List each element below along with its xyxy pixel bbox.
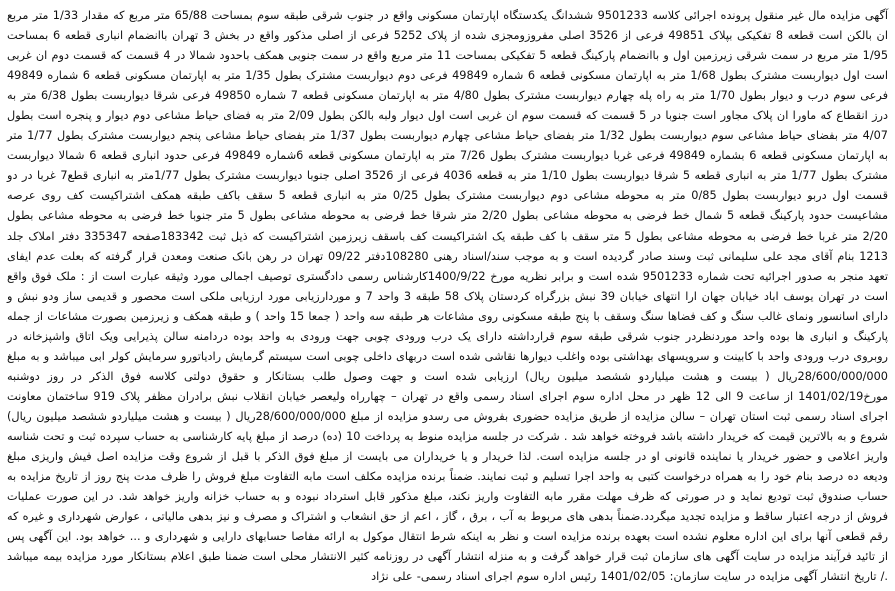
auction-notice-text: آگهی مزایده مال غیر منقول پرونده اجرائی کلاسه 9501233 ششدانگ یکدستگاه اپارتمان مسکونی واقع در جنوب شرقی طبقه سوم بمساحت 65/88 متر مربع که مقدار 1/33 متر مربع ان بالکن است قطعه 8 تفکیکی بپلاک 49851 فرعی از 3526 اصلی مفروزومجزی شده از پلاک 5252 فرعی از اصلی مذکور واقع در بخش 3 تهران باانضمام انباری قطعه 6 بمساحت 1/95 متر مربع در سمت شرقی زیرزمین اول و باانضمام پارکینگ قطعه 5 تفکیکی بمساحت 11 متر مربع واقع در سمت جنوبی همکف باحدود شمالا در 4 قسمت که قسمت دوم ان غربی است اول دیواربست مشترک بطول 1/68 متر به اپارتمان مسکونی قطعه 6 شماره 49849 فرعی دوم دیواربست مشترک بطول 1/35 متر به اپارتمان مسکونی قطعه 6 شماره 49849 فرعی سوم درب و دیوار بطول 1/70 متر به راه پله چهارم دیواربست مشترک بطول 4/80 متر به اپارتمان مسکونی قطعه 7 شماره 49850 فرعی شرقا دیواربست بطول 6/38 متر به درز انقطاع که ماورا ان پلاک مجاور است جنوبا در 5 قسمت که قسمت سوم ان غربی است اول دیوار ولبه بالکن بطول 2/09 متر به فضای حیاط مشاعی دوم دیوار و پنجره است بطول 4/07 متر بفضای حیاط مشاعی سوم دیواربست بطول 1/32 متر بفضای حیاط مشاعی چهارم دیواربست بطول 1/37 متر بفضای حیاط مشاعی پنجم دیواربست مشترک بطول 1/77 متر به اپارتمان مسکونی قطعه 6 بشماره 49849 فرعی غربا دیواربست مشترک بطول 7/26 متر به اپارتمان مسکونی قطعه 6شماره 49849 فرعی حدود انباری قطعه 6 شمالا دیواربست مشترک بطول 1/77 متر به انباری قطعه 5 شرقا دیواربست بطول 1/10 متر به قطعه 4036 فرعی از 3526 اصلی جنوبا دیواربست مشترک بطول 1/77متر به انباری قطع7 غربا در دو قسمت اول دربو دیواربست بطول 0/85 متر به محوطه مشاعی دوم دیواربست مشترک بطول 0/25 متر به انباری قطعه 5 سقف باکف طبقه همکف اشتراکیست کف روی عرصه مشاعیست حدود پارکینگ قطعه 5 شمال خط فرضی به محوطه مشاعی بطول 2/20 متر شرقا خط فرضی به محوطه مشاعی بطول 5 متر جنوبا خط فرضی به محوطه مشاعی بطول 2/20 متر غربا خط فرضی به محوطه مشاعی بطول 5 متر سقف با کف طبقه یک اشتراکیست کف باسقف زیرزمین اشتراکیست که ذیل ثبت 183342صفحه 335347 دفتر املاک جلد 1213 بنام آقای مجد علی سلیمانی ثبت وسند صادر گردیده است و به موجب سند/اسناد رهنی 108280دفتر 09/22 تهران در رهن بانک صنعت ومعدن قرار گرفته که بعلت عدم ایفای تعهد منجر به صدور اجرائیه تحت شماره 9501233 شده است و برابر نظریه مورخ 1400/9/22کارشناس رسمی دادگستری توصیف اجمالی مورد وثیقه عبارت است از : ملک فوق واقع است در تهران یوسف اباد خیابان جهان ارا انتهای خیابان 39 نبش بزرگراه کردستان پلاک 58 طبقه 3 واحد 7 و موردارزیابی مورد ارزیابی ملکی است محصور و قدیمی ساز ودو نبش و دارای اسانسور ونمای غالب سنگ و کف فضاها سنگ وسقف با پنج طبقه مسکونی روی مشاعات هر طبقه سه واحد ( جمعا 15 واحد ) و طبقه همکف و زیرزمین بصورت مشاعات از جمله پارکینگ و انباری ها بوده واحد موردنظردر جنوب شرقی طبقه سوم قرارداشته دارای یک درب ورودی چوبی جهت ورودی به واحد بوده دردامنه سالن پذیرایی ویک اتاق واشپزخانه در روبروی درب ورودی واحد با کابینت و سرویسهای بهداشتی بوده واغلب دیوارها نقاشی شده است دربهای داخلی چوبی است سیستم گرمایش رادیاتورو سرمایش کولر ابی میباشد و به مبلغ 28/600/000/000ریال ( بیست و هشت میلیاردو ششصد میلیون ریال) ارزیابی شده است و جهت وصول طلب بستانکار و حقوق دولتی کلاسه فوق الذکر در روز دوشنبه مورخ1401/02/19 از ساعت 9 الی 12 ظهر در محل اداره سوم اجرای اسناد رسمی واقع در تهران – چهارراه ولیعصر خیابان انقلاب نبش برادران مظفر پلاک 919 ساختمان معاونت اجرای اسناد رسمی ثبت استان تهران – سالن مزایده از طریق مزایده حضوری بفروش می رسدو مزایده از مبلغ 28/600/000/000ریال ( بیست و هشت میلیاردو ششصد میلیون ریال) شروع و به بالاترین قیمت که خریدار داشته باشد فروخته خواهد شد . شرکت در جلسه مزایده منوط به پرداخت 10 (ده) درصد از مبلغ پایه کارشناسی به حساب سپرده ثبت و تحت شناسه واریز اعلامی و حضور خریدار یا نماینده قانونی او در جلسه مزایده است. لذا خریدار و یا خریداران می بایست از مبلغ فوق الذکر با قبل از شروع وقت مزایده اصل فیش واریزی مبلغ ودیعه ده درصد بنام خود را به همراه درخواست کتبی به واحد اجرا تسلیم و ثبت نمایند. ضمناً برنده مزایده مکلف است مابه التفاوت مبلغ فروش را ظرف مدت پنج روز از تاریخ مزایده به حساب صندوق ثبت تودیع نماید و در صورتی که ظرف مهلت مقرر مابه التفاوت واریز نکند، مبلغ مذکور قابل استرداد نبوده و به حساب خزانه واریز خواهد شد. در این صورت عملیات فروش از درجه اعتبار ساقط و مزایده تجدید میگردد.ضمناً بدهی های مربوط به آب ، برق ، گاز ، اعم از حق انشعاب و اشتراک و مصرف و نیز بدهی مالیاتی ، عوارض شهرداری و غیره که رقم قطعی آنها برای این اداره معلوم نشده است بعهده برنده مزایده است و نظر به اینکه شرط انتقال موکول به ارائه مفاصا حسابهای دارایی و شهرداری و ... خواهد بود. این آگهی پس از تائید فرآیند مزایده در سایت آگهی های سازمان ثبت قرار خواهد گرفت و به منزله انتشار آگهی در روزنامه کثیر الانتشار محلی است ضمنا طبق اعلام بستانکار مورد مزایده بیمه میباشد ./ تاریخ انتشار آگهی مزایده در سایت سازمان: 1401/02/05 رئیس اداره سوم اجرای اسناد رسمی- علی نژاد bbox=[7, 9, 889, 584]
